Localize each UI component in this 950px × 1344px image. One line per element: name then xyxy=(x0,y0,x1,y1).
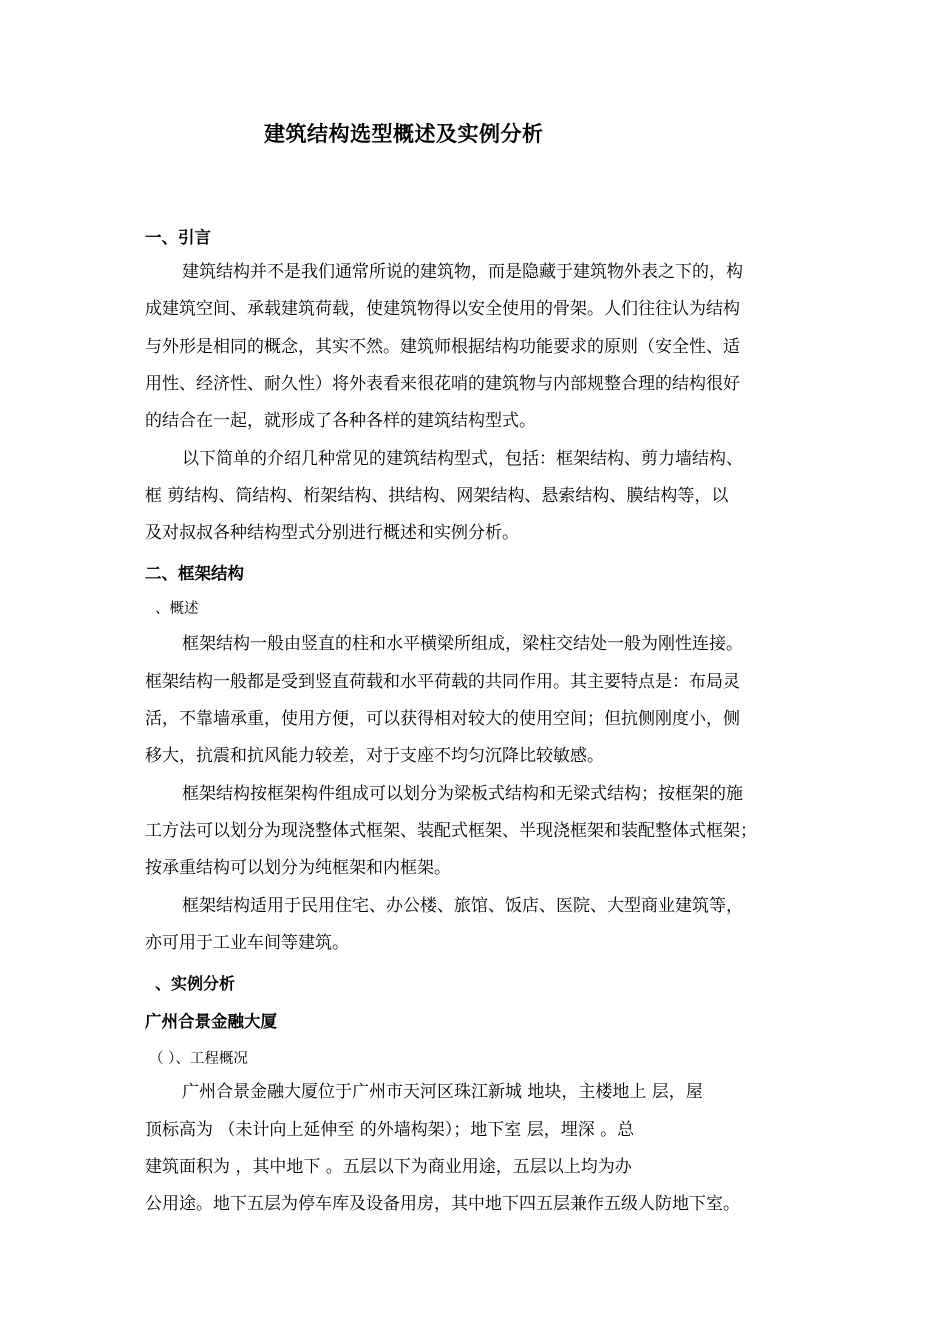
paragraph-line: 框架结构适用于民用住宅、办公楼、旅馆、饭店、医院、大型商业建筑等， xyxy=(182,896,743,916)
paragraph-line: 移大，抗震和抗风能力较差，对于支座不均匀沉降比较敏感。 xyxy=(145,746,604,766)
heading-overview: 、概述 xyxy=(155,601,199,617)
heading-case-name: 广州合景金融大厦 xyxy=(145,1012,277,1031)
page-title: 建筑结构选型概述及实例分析 xyxy=(264,122,544,146)
paragraph-line: 亦可用于工业车间等建筑。 xyxy=(145,933,349,953)
heading-case-analysis: 、实例分析 xyxy=(155,974,236,993)
heading-project-overview: （ ）、工程概况 xyxy=(149,1051,248,1067)
paragraph-line: 以下简单的介绍几种常见的建筑结构型式，包括：框架结构、剪力墙结构、 xyxy=(182,449,743,469)
paragraph-line: 按承重结构可以划分为纯框架和内框架。 xyxy=(145,858,451,878)
paragraph-line: 公用途。地下五层为停车库及设备用房，其中地下四五层兼作五级人防地下室。 xyxy=(145,1194,740,1214)
paragraph-line: 与外形是相同的概念，其实不然。建筑师根据结构功能要求的原则（安全性、适 xyxy=(145,337,740,357)
paragraph-line: 顶标高为 （未计向上延伸至 的外墙构架）；地下室 层，埋深 。总 xyxy=(145,1120,635,1140)
paragraph-line: 的结合在一起，就形成了各种各样的建筑结构型式。 xyxy=(145,411,536,431)
heading-frame-structure: 二、框架结构 xyxy=(145,564,244,583)
paragraph-line: 及对叔叔各种结构型式分别进行概述和实例分析。 xyxy=(145,523,519,543)
heading-introduction: 一、引言 xyxy=(145,228,211,247)
paragraph-line: 建筑面积为 ，其中地下 。五层以下为商业用途，五层以上均为办 xyxy=(145,1157,632,1177)
paragraph-line: 广州合景金融大厦位于广州市天河区珠江新城 地块，主楼地上 层，屋 xyxy=(182,1082,703,1102)
paragraph-line: 框架结构一般由竖直的柱和水平横梁所组成，梁柱交结处一般为刚性连接。 xyxy=(182,634,743,654)
paragraph-line: 活，不靠墙承重，使用方便，可以获得相对较大的使用空间；但抗侧刚度小，侧 xyxy=(145,709,740,729)
paragraph-line: 框架结构一般都是受到竖直荷载和水平荷载的共同作用。其主要特点是：布局灵 xyxy=(145,672,740,692)
paragraph-line: 框架结构按框架构件组成可以划分为梁板式结构和无梁式结构；按框架的施 xyxy=(182,784,743,804)
paragraph-line: 建筑结构并不是我们通常所说的建筑物，而是隐藏于建筑物外表之下的，构 xyxy=(182,262,743,282)
paragraph-line: 工方法可以划分为现浇整体式框架、装配式框架、半现浇框架和装配整体式框架； xyxy=(145,821,757,841)
paragraph-line: 框 剪结构、筒结构、桁架结构、拱结构、网架结构、悬索结构、膜结构等，以 xyxy=(145,486,729,506)
paragraph-line: 成建筑空间、承载建筑荷载，使建筑物得以安全使用的骨架。人们往往认为结构 xyxy=(145,299,740,319)
paragraph-line: 用性、经济性、耐久性）将外表看来很花哨的建筑物与内部规整合理的结构很好 xyxy=(145,374,740,394)
